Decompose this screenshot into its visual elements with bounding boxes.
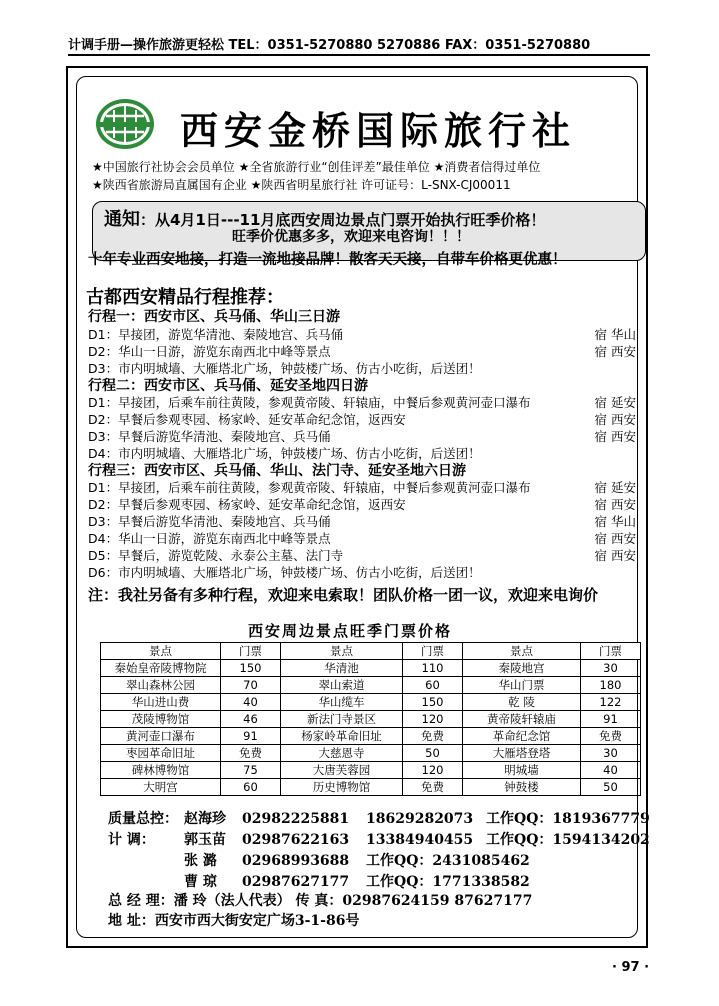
attraction-cell: 华山缆车 xyxy=(281,694,403,711)
day-text: D4：市内明城墙、大雁塔北广场，钟鼓楼广场、仿古小吃街，后送团！ xyxy=(88,446,481,461)
route-1-day-2 xyxy=(88,342,648,360)
contact-phone: 02987622163 xyxy=(242,832,350,848)
attraction-cell: 新法门寺景区 xyxy=(281,711,403,728)
day-text: D3：早餐后游览华清池、秦陵地宫、兵马俑 xyxy=(88,429,331,444)
notice-slogan: 十年专业西安地接，打造一流地接品牌！散客天天接，自带车价格更优惠！ xyxy=(88,252,567,268)
day-text: D3：市内明城墙、大雁塔北广场，钟鼓楼广场、仿古小吃街，后送团！ xyxy=(88,361,481,376)
contact-row-2 xyxy=(108,829,648,849)
route-3-day-1 xyxy=(88,478,648,496)
price-cell: 75 xyxy=(221,762,281,779)
day-stay: 宿 西安 xyxy=(594,531,636,546)
price-cell: 免费 xyxy=(581,728,641,745)
contact-name: 郭玉苗 xyxy=(184,832,226,848)
day-text: D3：早餐后游览华清池、秦陵地宫、兵马俑 xyxy=(88,514,331,529)
price-cell: 50 xyxy=(403,745,463,762)
attraction-cell: 翠山森林公园 xyxy=(101,677,221,694)
attraction-cell: 秦始皇帝陵博物院 xyxy=(101,660,221,677)
contact-phone: 02968993688 xyxy=(242,853,350,869)
price-cell: 40 xyxy=(581,762,641,779)
contact-mobile: 18629282073 xyxy=(366,811,474,827)
price-cell: 50 xyxy=(581,779,641,796)
price-cell: 40 xyxy=(221,694,281,711)
price-cell: 91 xyxy=(221,728,281,745)
contact-label: 质量总控： xyxy=(108,811,178,827)
header-cell: 景点 xyxy=(281,643,403,660)
price-cell: 150 xyxy=(403,694,463,711)
day-stay: 宿 西安 xyxy=(594,548,636,563)
contact-row-4 xyxy=(108,871,648,891)
header-cell: 景点 xyxy=(463,643,581,660)
contact-qq: 工作QQ：1819367779 xyxy=(486,811,650,827)
day-text: D1：早接团，后乘车前往黄陵，参观黄帝陵、轩辕庙，中餐后参观黄河壶口瀑布 xyxy=(88,480,531,495)
attraction-cell: 黄帝陵轩辕庙 xyxy=(463,711,581,728)
price-cell: 120 xyxy=(403,711,463,728)
agency-name: 西安金桥国际旅行社 xyxy=(180,108,577,153)
route-2-day-2 xyxy=(88,410,648,428)
day-text: D1：早接团，后乘车前往黄陵，参观黄帝陵、轩辕庙，中餐后参观黄河壶口瀑布 xyxy=(88,395,531,410)
attraction-cell: 革命纪念馆 xyxy=(463,728,581,745)
table-row xyxy=(101,694,641,711)
day-stay: 宿 华山 xyxy=(594,514,636,529)
attraction-cell: 华山进山费 xyxy=(101,694,221,711)
contact-row-1 xyxy=(108,808,648,828)
route-3-day-2 xyxy=(88,495,648,513)
route-3-title: 行程三：西安市区、兵马俑、华山、法门寺、延安圣地六日游 xyxy=(88,463,466,479)
day-stay: 宿 延安 xyxy=(594,480,636,495)
attraction-cell: 大明宫 xyxy=(101,779,221,796)
address-line: 地 址：西安市西大街安定广场3-1-86号 xyxy=(108,913,360,929)
attraction-cell: 大慈恩寺 xyxy=(281,745,403,762)
attraction-cell: 华山门票 xyxy=(463,677,581,694)
globe-logo-icon xyxy=(94,96,156,152)
day-text: D2：华山一日游，游览东南西北中峰等景点 xyxy=(88,344,331,359)
contact-name: 张 潞 xyxy=(184,853,217,869)
attraction-cell: 碑林博物馆 xyxy=(101,762,221,779)
attraction-cell: 大雁塔登塔 xyxy=(463,745,581,762)
day-text: D2：早餐后参观枣园、杨家岭、延安革命纪念馆，返西安 xyxy=(88,497,406,512)
attraction-cell: 秦陵地宫 xyxy=(463,660,581,677)
attraction-cell: 明城墙 xyxy=(463,762,581,779)
attraction-cell: 杨家岭革命旧址 xyxy=(281,728,403,745)
day-text: D6：市内明城墙、大雁塔北广场，钟鼓楼广场、仿古小吃街，后送团！ xyxy=(88,565,481,580)
day-stay: 宿 西安 xyxy=(594,497,636,512)
table-row xyxy=(101,745,641,762)
route-2-day-1 xyxy=(88,393,648,411)
attraction-cell: 翠山索道 xyxy=(281,677,403,694)
price-cell: 91 xyxy=(581,711,641,728)
route-2-day-3 xyxy=(88,427,648,445)
table-header-row xyxy=(101,643,641,660)
contact-phone: 02982225881 xyxy=(242,811,350,827)
route-3-day-3 xyxy=(88,512,648,530)
header-cell: 门票 xyxy=(221,643,281,660)
itinerary-title: 古都西安精品行程推荐： xyxy=(86,287,284,308)
route-3-day-4 xyxy=(88,529,648,547)
route-1-title: 行程一：西安市区、兵马俑、华山三日游 xyxy=(88,309,340,325)
price-cell: 110 xyxy=(403,660,463,677)
ticket-table-title: 西安周边景点旺季门票价格 xyxy=(248,622,453,640)
price-cell: 46 xyxy=(221,711,281,728)
table-row xyxy=(101,762,641,779)
day-text: D2：早餐后参观枣园、杨家岭、延安革命纪念馆，返西安 xyxy=(88,412,406,427)
price-cell: 60 xyxy=(403,677,463,694)
header-rule xyxy=(68,54,650,56)
table-row xyxy=(101,711,641,728)
attraction-cell: 历史博物馆 xyxy=(281,779,403,796)
contact-name: 曹 琼 xyxy=(184,874,217,890)
contact-name: 赵海珍 xyxy=(184,811,226,827)
table-row xyxy=(101,728,641,745)
contact-phone: 02987627177 xyxy=(242,874,350,890)
itinerary-note: 注：我社另备有多种行程，欢迎来电索取！团队价格一团一议，欢迎来电询价 xyxy=(88,586,599,604)
day-text: D5：早餐后，游览乾陵、永泰公主墓、法门寺 xyxy=(88,548,344,563)
price-cell: 150 xyxy=(221,660,281,677)
awards-line-1: ★中国旅行社协会会员单位 ★全省旅游行业“创佳评差”最佳单位 ★消费者信得过单位 xyxy=(92,160,541,174)
notice-subtitle: 旺季价优惠多多，欢迎来电咨询！！！ xyxy=(232,229,470,245)
attraction-cell: 大唐芙蓉园 xyxy=(281,762,403,779)
header-cell: 门票 xyxy=(581,643,641,660)
attraction-cell: 华清池 xyxy=(281,660,403,677)
price-cell: 60 xyxy=(221,779,281,796)
ticket-price-table xyxy=(100,642,641,796)
attraction-cell: 黄河壶口瀑布 xyxy=(101,728,221,745)
price-cell: 120 xyxy=(403,762,463,779)
contact-qq: 工作QQ：2431085462 xyxy=(366,853,530,869)
day-stay: 宿 西安 xyxy=(594,429,636,444)
attraction-cell: 钟鼓楼 xyxy=(463,779,581,796)
route-2-title: 行程二：西安市区、兵马俑、延安圣地四日游 xyxy=(88,378,368,394)
header-cell: 门票 xyxy=(403,643,463,660)
contact-mobile: 13384940455 xyxy=(366,832,474,848)
attraction-cell: 枣园革命旧址 xyxy=(101,745,221,762)
day-stay: 宿 西安 xyxy=(594,344,636,359)
contact-qq: 工作QQ：1594134202 xyxy=(486,832,650,848)
table-row xyxy=(101,779,641,796)
day-stay: 宿 西安 xyxy=(594,412,636,427)
notice-text: ：从4月1日---11月底西安周边景点门票开始执行旺季价格！ xyxy=(140,211,546,229)
price-cell: 免费 xyxy=(403,728,463,745)
day-stay: 宿 华山 xyxy=(594,327,636,342)
attraction-cell: 茂陵博物馆 xyxy=(101,711,221,728)
price-cell: 180 xyxy=(581,677,641,694)
table-row xyxy=(101,677,641,694)
route-3-day-5 xyxy=(88,546,648,564)
page-header: 计调手册—操作旅游更轻松 TEL：0351-5270880 5270886 FAX：0351-5270880 xyxy=(68,38,591,53)
route-1-day-1 xyxy=(88,325,648,343)
contact-qq: 工作QQ：1771338582 xyxy=(366,874,530,890)
price-cell: 30 xyxy=(581,660,641,677)
header-cell: 景点 xyxy=(101,643,221,660)
day-text: D4：华山一日游，游览东南西北中峰等景点 xyxy=(88,531,331,546)
route-3-day-6 xyxy=(88,563,648,581)
day-text: D1：早接团，游览华清池、秦陵地宫、兵马俑 xyxy=(88,327,344,342)
contact-row-3 xyxy=(108,850,648,870)
day-stay: 宿 延安 xyxy=(594,395,636,410)
price-cell: 免费 xyxy=(221,745,281,762)
attraction-cell: 乾 陵 xyxy=(463,694,581,711)
awards-line-2: ★陕西省旅游局直属国有企业 ★陕西省明星旅行社 许可证号：L-SNX-CJ00011 xyxy=(92,178,511,192)
price-cell: 30 xyxy=(581,745,641,762)
price-cell: 70 xyxy=(221,677,281,694)
contact-label: 计 调： xyxy=(108,832,155,848)
notice-label: 通知 xyxy=(104,209,140,230)
price-cell: 免费 xyxy=(403,779,463,796)
table-row xyxy=(101,660,641,677)
page-number: · 97 · xyxy=(612,960,650,975)
price-cell: 122 xyxy=(581,694,641,711)
manager-line: 总 经 理：潘 玲（法人代表） 传 真：02987624159 87627177 xyxy=(108,893,533,909)
